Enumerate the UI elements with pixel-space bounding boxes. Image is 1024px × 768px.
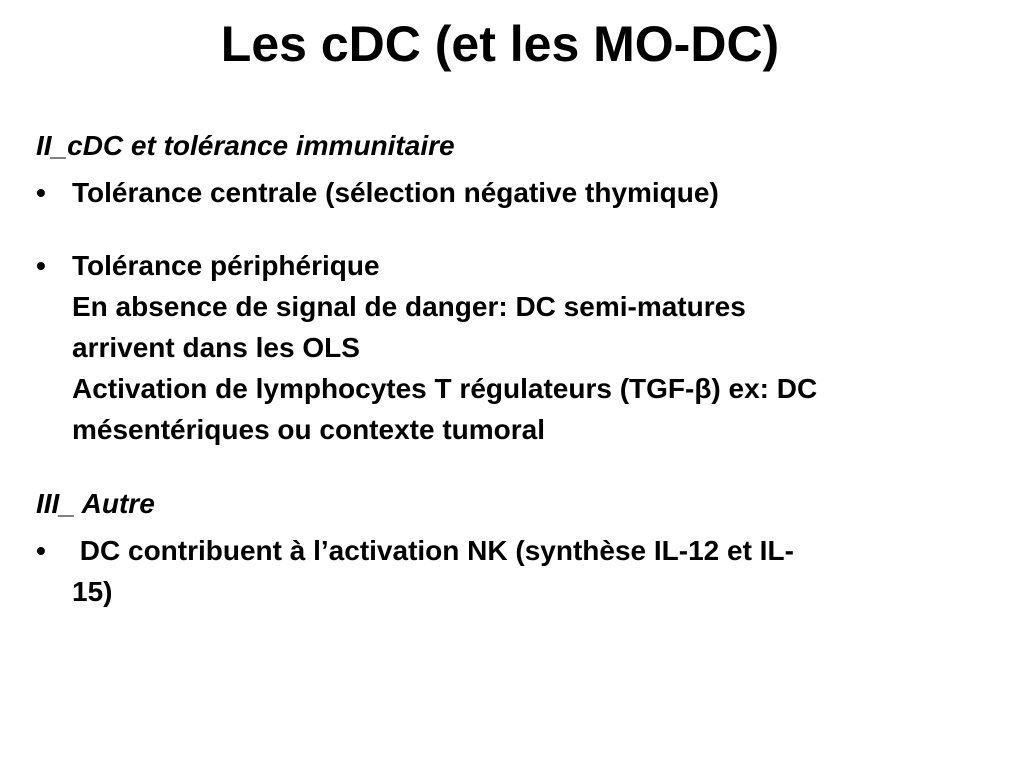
bullet-central-tolerance bbox=[36, 172, 996, 213]
bullet-marker: • bbox=[36, 177, 46, 208]
bullet-line: Tolérance centrale (sélection négative thymique) bbox=[72, 177, 719, 208]
bullet-line: Tolérance périphérique bbox=[72, 250, 380, 281]
bullet-line: Activation de lymphocytes T régulateurs (TGF-β) ex: DC bbox=[72, 373, 818, 404]
bullet-nk-activation bbox=[36, 530, 996, 612]
slide-title: Les cDC (et les MO-DC) bbox=[220, 16, 780, 72]
section-heading-other: III_ Autre bbox=[36, 488, 155, 519]
bullet-line: 15) bbox=[72, 576, 113, 607]
bullet-marker: • bbox=[36, 535, 46, 566]
bullet-line: mésentériques ou contexte tumoral bbox=[72, 414, 546, 445]
bullet-marker: • bbox=[36, 250, 46, 281]
section-heading-tolerance: II_cDC et tolérance immunitaire bbox=[36, 130, 455, 161]
bullet-peripheral-tolerance bbox=[36, 245, 996, 450]
bullet-line: En absence de signal de danger: DC semi-matures bbox=[72, 291, 746, 322]
bullet-line: DC contribuent à l’activation NK (synthèse IL-12 et IL- bbox=[72, 535, 794, 566]
bullet-line: arrivent dans les OLS bbox=[72, 332, 360, 363]
slide-content bbox=[36, 128, 996, 612]
